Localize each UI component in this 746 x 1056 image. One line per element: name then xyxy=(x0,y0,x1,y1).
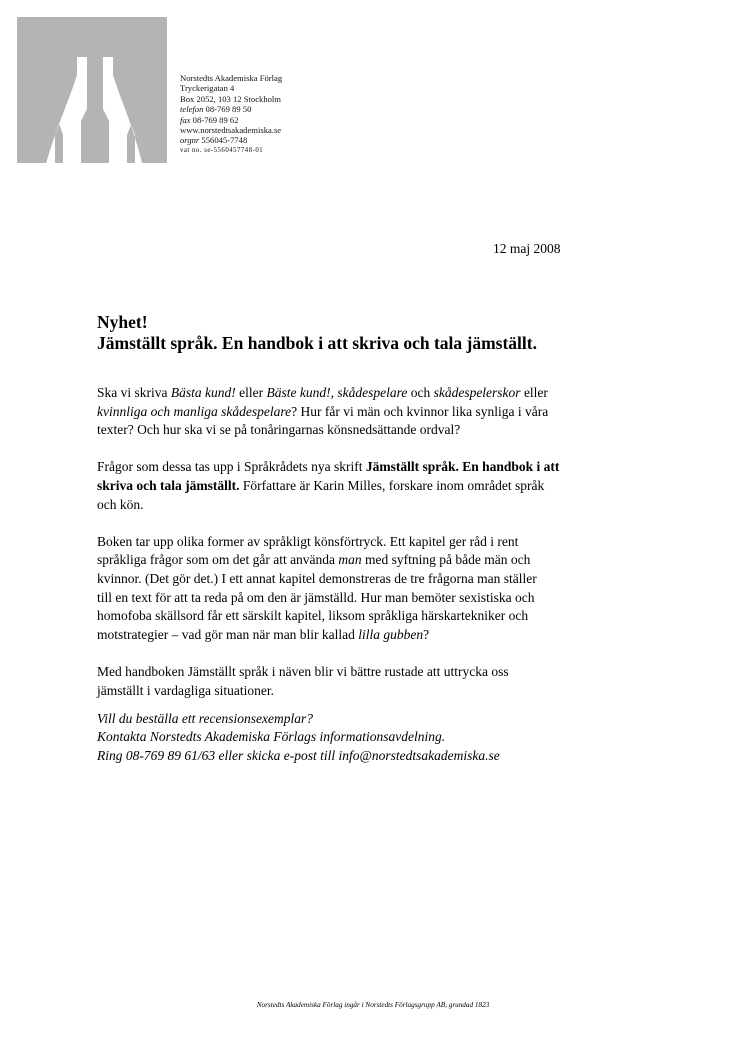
p2-line-1 xyxy=(97,458,627,477)
p1-italic: Bästa kund! xyxy=(170,385,236,400)
sender-vat: vat no. se-5560457748-01 xyxy=(180,146,264,154)
paragraph-3 xyxy=(97,533,627,645)
contact-block xyxy=(97,710,500,765)
contact-line-1: Vill du beställa ett recensionsexemplar? xyxy=(97,711,313,726)
p3-line-5: homofoba skällsord får ett särskilt kapitel, liksom språkliga härskartekniker och xyxy=(97,608,529,624)
paragraph-2 xyxy=(97,458,627,514)
p4-line-1: Med handboken Jämställt språk i näven blir vi bättre rustade att uttrycka oss xyxy=(97,663,509,679)
p3-text: motstrategier – vad gör man när man blir kallad xyxy=(97,626,359,642)
p2-line-2 xyxy=(97,477,627,496)
p1-text: ? Hur får vi män och kvinnor lika synliga i våra xyxy=(291,403,549,419)
sender-street: Tryckerigatan 4 xyxy=(180,83,235,94)
p4-line-2: jämställt i vardagliga situationer. xyxy=(97,682,274,698)
p2-text: Frågor som dessa tas upp i Språkrådets nya skrift xyxy=(97,459,366,475)
p3-line-1: Boken tar upp olika former av språkligt könsförtryck. Ett kapitel ger råd i rent xyxy=(97,533,519,549)
heading-line-2: Jämställt språk. En handbok i att skriva och tala jämställt. xyxy=(97,333,537,353)
p1-text: eller xyxy=(235,385,267,400)
sender-fax-row xyxy=(180,115,282,125)
contact-line-3: Ring 08-769 89 61/63 eller skicka e-post till info@norstedtsakademiska.se xyxy=(97,747,500,763)
sender-orgnr-row xyxy=(180,135,282,145)
p1-text: och xyxy=(407,385,434,400)
heading-line-1: Nyhet! xyxy=(97,312,148,332)
sender-phone-row xyxy=(180,104,282,114)
press-release-heading xyxy=(97,312,697,354)
p1-line-3: texter? Och hur ska vi se på tonåringarnas könsnedsättande ordval? xyxy=(97,422,461,438)
orgnr-value: 556045-7748 xyxy=(201,135,248,146)
p3-text: med syftning på både män och xyxy=(361,552,531,568)
p1-text: eller xyxy=(520,385,548,400)
p1-line-2 xyxy=(97,403,627,422)
p2-bold: skriva och tala jämställt. xyxy=(97,477,240,493)
sender-postal: Box 2052, 103 12 Stockholm xyxy=(180,93,281,104)
p3-text: språkliga frågor som om det går att använda xyxy=(97,552,339,568)
p1-italic: , xyxy=(330,385,338,400)
sender-address-block xyxy=(180,73,282,156)
phone-number: 08-769 89 50 xyxy=(205,104,252,115)
p1-italic: skådespelerskor xyxy=(433,385,521,400)
contact-line-2: Kontakta Norstedts Akademiska Förlags informationsavdelning. xyxy=(97,729,446,745)
p1-italic: kvinnliga och manliga skådespelare xyxy=(97,403,292,419)
p1-line-1 xyxy=(97,384,627,403)
p3-line-4: till en text för att ta reda på om den är jämställd. Hur man bemöter sexistiska och xyxy=(97,589,535,605)
fax-number: 08-769 89 62 xyxy=(192,114,239,125)
p2-bold: Jämställt språk. En handbok i att xyxy=(365,459,560,475)
sender-name: Norstedts Akademiska Förlag xyxy=(180,73,283,83)
phone-label: telefon xyxy=(180,104,204,115)
p3-line-2 xyxy=(97,551,627,570)
p3-italic: lilla gubben xyxy=(358,626,424,642)
p1-italic: skådespelare xyxy=(337,385,408,400)
letter-date: 12 maj 2008 xyxy=(493,241,561,256)
p1-italic: Bäste kund! xyxy=(266,385,331,400)
p3-line-3: kvinnor. (Det gör det.) I ett annat kapitel demonstreras de tre frågorna man ställer xyxy=(97,570,537,586)
p3-text: ? xyxy=(423,626,430,642)
paragraph-1 xyxy=(97,384,627,440)
page-footer: Norstedts Akademiska Förlag ingår i Norstedts Förlagsgrupp AB, grundad 1823 xyxy=(256,1001,490,1009)
p1-text: Ska vi skriva xyxy=(97,385,171,400)
sender-web: www.norstedtsakademiska.se xyxy=(180,125,282,136)
fax-label: fax xyxy=(180,114,191,125)
body-text xyxy=(97,384,627,719)
publisher-logo xyxy=(17,17,167,167)
paragraph-4 xyxy=(97,663,627,700)
p3-line-6 xyxy=(97,626,627,645)
p3-italic: man xyxy=(338,552,362,568)
orgnr-label: orgnr xyxy=(180,135,200,146)
p2-line-3: och kön. xyxy=(97,496,144,512)
p2-text: Författare är Karin Milles, forskare inom området språk xyxy=(239,477,545,493)
